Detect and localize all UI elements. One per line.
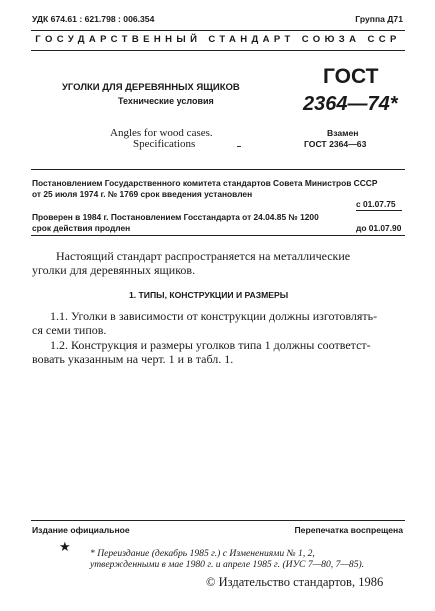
checked-line1: Проверен в 1984 г. Постановлением Госстандарта от 24.04.85 № 1200 <box>32 212 319 222</box>
reissue-note-line2: утвержденными в мае 1980 г. и апреле 1985 г. (ИУС 7—80, 7—85). <box>90 559 365 570</box>
date-introduced: с 01.07.75 <box>356 199 396 209</box>
intro-line2: уголки для деревянных ящиков. <box>32 263 196 277</box>
intro-line1: Настоящий стандарт распространяется на металлические <box>56 249 351 263</box>
footer-rule <box>31 520 405 521</box>
state-standard-banner: ГОСУДАРСТВЕННЫЙ СТАНДАРТ СОЮЗА ССР <box>35 34 401 45</box>
document-title: УГОЛКИ ДЛЯ ДЕРЕВЯННЫХ ЯЩИКОВ <box>62 82 240 93</box>
clause-1-1-line1: 1.1. Уголки в зависимости от конструкции должны изготовлять- <box>50 309 378 323</box>
checked-line2: срок действия продлен <box>32 223 131 233</box>
copyright: © Издательство стандартов, 1986 <box>206 575 384 589</box>
approval-line2: от 25 июля 1974 г. № 1769 срок введения установлен <box>32 189 253 199</box>
replaced-standard: ГОСТ 2364—63 <box>304 139 367 149</box>
gost-label: ГОСТ <box>323 65 379 88</box>
official-edition: Издание официальное <box>32 525 130 535</box>
english-title-line2: Specifications <box>133 138 196 150</box>
reprint-prohibited: Перепечатка воспрещена <box>294 525 403 535</box>
english-title-line1: Angles for wood cases. <box>110 127 213 139</box>
clause-1-2-line1: 1.2. Конструкция и размеры уголков типа 1 должны соответст- <box>50 338 371 352</box>
header-rule-top <box>31 30 405 31</box>
group-code: Группа Д71 <box>355 14 403 24</box>
approval-line1: Постановлением Государственного комитета стандартов Совета Министров СССР <box>32 178 378 188</box>
udk-code: УДК 674.61 : 621.798 : 006.354 <box>32 14 155 24</box>
section-heading: 1. ТИПЫ, КОНСТРУКЦИИ И РАЗМЕРЫ <box>129 290 289 300</box>
dash-mark <box>237 146 241 147</box>
title-block-rule <box>31 169 405 170</box>
document-subtitle: Технические условия <box>118 96 214 106</box>
reissue-note-line1: * Переиздание (декабрь 1985 г.) с Изменениями № 1, 2, <box>90 548 315 559</box>
date-extended: до 01.07.90 <box>356 223 402 233</box>
date-introduced-underline <box>356 210 402 211</box>
gost-number: 2364—74* <box>303 93 398 115</box>
header-rule-bottom <box>31 50 405 51</box>
clause-1-1-line2: ся семи типов. <box>32 323 107 337</box>
clause-1-2-line2: вовать указанным на черт. 1 и в табл. 1. <box>32 352 234 366</box>
replaced-label: Взамен <box>327 128 359 138</box>
star-icon: ★ <box>59 539 71 554</box>
approval-rule <box>31 235 405 236</box>
